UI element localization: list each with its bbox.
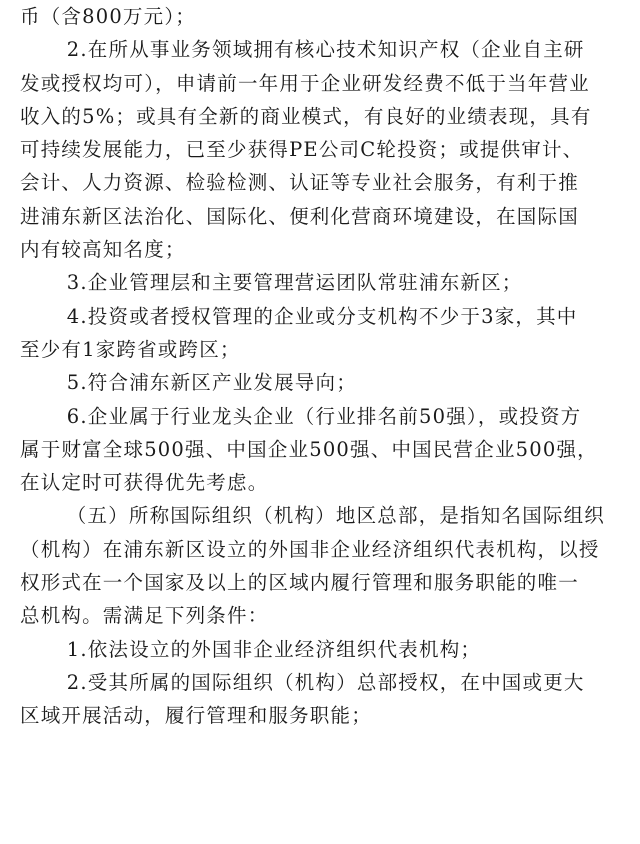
paragraph-4 — [20, 300, 628, 367]
text-line: （五）所称国际组织（机构）地区总部，是指知名国际组织 — [66, 504, 605, 528]
paragraph-9 — [20, 666, 628, 733]
text-line: 在认定时可获得优先考虑。 — [20, 471, 269, 495]
paragraph-5 — [20, 366, 628, 399]
text-line: 1.依法设立的外国非企业经济组织代表机构； — [66, 637, 482, 661]
text-line: 区域开展活动，履行管理和服务职能； — [20, 704, 372, 728]
text-line: 4.投资或者授权管理的企业或分支机构不少于3家，其中 — [66, 304, 578, 328]
text-line: 进浦东新区法治化、国际化、便利化营商环境建设，在国际国 — [20, 204, 579, 228]
paragraph-6 — [20, 400, 628, 500]
text-line: 权形式在一个国家及以上的区域内履行管理和服务职能的唯一 — [20, 571, 579, 595]
text-line: 总机构。需满足下列条件： — [20, 604, 269, 628]
text-line: 内有较高知名度； — [20, 238, 186, 262]
text-line: 发或授权均可），申请前一年用于企业研发经费不低于当年营业 — [20, 71, 590, 95]
text-line: 6.企业属于行业龙头企业（行业排名前50强），或投资方 — [66, 404, 582, 428]
paragraph-8 — [20, 633, 628, 666]
text-line: 会计、人力资源、检验检测、认证等专业社会服务，有利于推 — [20, 171, 579, 195]
text-line: 3.企业管理层和主要管理营运团队常驻浦东新区； — [66, 271, 523, 295]
text-line: 可持续发展能力，已至少获得PE公司C轮投资；或提供审计、 — [20, 138, 584, 162]
paragraph-3 — [20, 266, 628, 299]
paragraph-1 — [20, 0, 628, 33]
text-line: 收入的5%；或具有全新的商业模式，有良好的业绩表现，具有 — [20, 104, 592, 128]
paragraph-7 — [20, 499, 628, 632]
text-line: 2.受其所属的国际组织（机构）总部授权，在中国或更大 — [66, 670, 585, 694]
text-line: 属于财富全球500强、中国企业500强、中国民营企业500强， — [20, 437, 598, 461]
text-line: 5.符合浦东新区产业发展导向； — [66, 371, 357, 395]
text-line: （机构）在浦东新区设立的外国非企业经济组织代表机构，以授 — [20, 537, 600, 561]
text-line: 2.在所从事业务领域拥有核心技术知识产权（企业自主研 — [66, 38, 585, 62]
document-body — [20, 0, 628, 733]
paragraph-2 — [20, 33, 628, 266]
text-line: 至少有1家跨省或跨区； — [20, 337, 241, 361]
text-line: 币（含800万元）； — [20, 5, 196, 28]
